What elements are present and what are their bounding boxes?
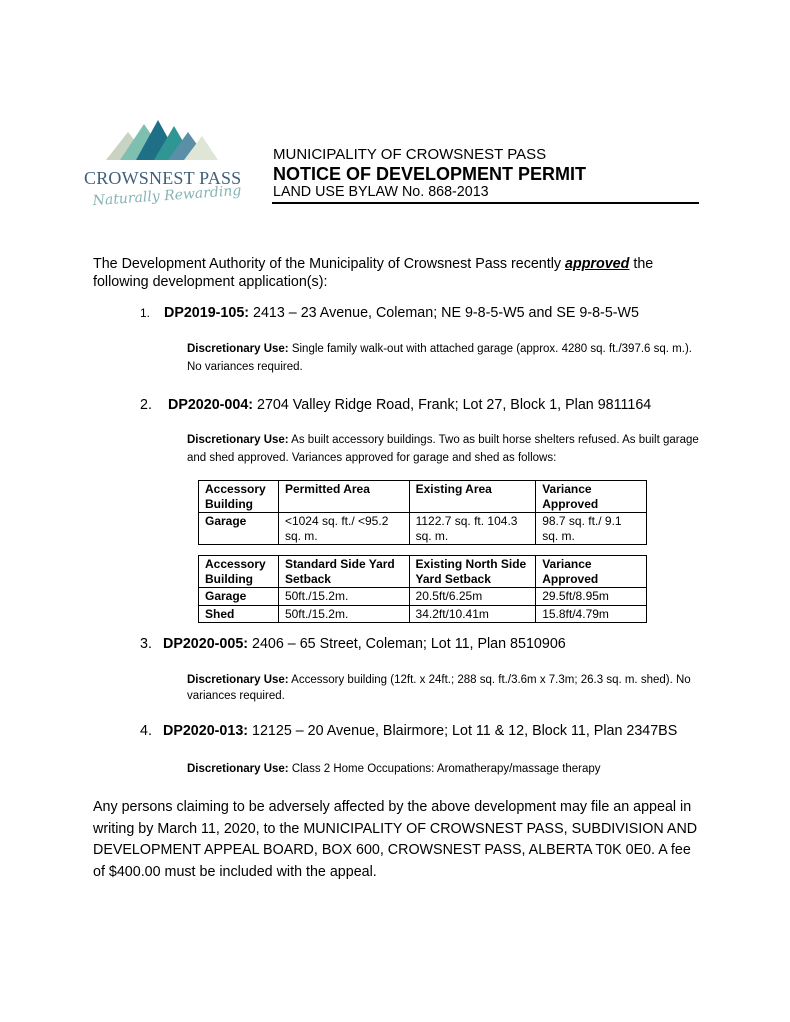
table-cell: Garage [199, 588, 279, 606]
table-header: Existing North Side Yard Setback [409, 556, 536, 588]
permit-location: 2704 Valley Ridge Road, Frank; Lot 27, Block 1, Plan 9811164 [253, 397, 652, 413]
intro-paragraph [93, 255, 693, 291]
table-cell: 50ft./15.2m. [278, 605, 409, 623]
table-header: Existing Area [409, 481, 536, 513]
intro-emphasis: approved [565, 256, 630, 272]
permit-id: DP2020-004: [168, 397, 254, 413]
use-label: Discretionary Use: [187, 674, 289, 686]
use-text: Class 2 Home Occupations: Aromatherapy/massage therapy [288, 763, 601, 775]
table-header: Variance Approved [536, 556, 647, 588]
table-cell: 15.8ft/4.79m [536, 605, 647, 623]
table-cell: 20.5ft/6.25m [409, 588, 536, 606]
permit-id: DP2020-013: [163, 723, 249, 739]
mountain-logo-icon [106, 118, 218, 164]
table-row [199, 513, 647, 545]
application-item-2 [140, 397, 651, 413]
application-item-4 [140, 723, 677, 739]
table-cell: <1024 sq. ft./ <95.2 sq. m. [278, 513, 409, 545]
table-header: Permitted Area [278, 481, 409, 513]
item-number: 1. [140, 306, 151, 320]
application-description-3 [187, 672, 702, 704]
use-label: Discretionary Use: [187, 343, 289, 355]
permit-location: 2413 – 23 Avenue, Coleman; NE 9-8-5-W5 and SE 9-8-5-W5 [249, 305, 639, 321]
table-cell: 50ft./15.2m. [278, 588, 409, 606]
application-item-3 [140, 636, 566, 652]
intro-text-end: the following development application(s): [93, 256, 654, 290]
use-label: Discretionary Use: [187, 434, 289, 446]
table-row [199, 588, 647, 606]
header-divider [272, 202, 699, 204]
item-number: 4. [140, 723, 152, 739]
variance-setback-table [198, 555, 647, 623]
variance-area-table [198, 480, 647, 545]
permit-id: DP2020-005: [163, 636, 249, 652]
header-bylaw: LAND USE BYLAW No. 868-2013 [273, 184, 489, 200]
table-cell: 34.2ft/10.41m [409, 605, 536, 623]
page-title: NOTICE OF DEVELOPMENT PERMIT [273, 164, 587, 184]
application-description-1 [187, 340, 697, 376]
use-text: As built accessory buildings. Two as built horse shelters refused. As built garage and shed approved. Variances approved for garage and shed as follows: [187, 434, 699, 464]
intro-text: The Development Authority of the Municipality of Crowsnest Pass recently [93, 256, 566, 272]
logo-tagline: Naturally Rewarding [92, 182, 242, 210]
table-row [199, 605, 647, 623]
table-cell: Shed [199, 605, 279, 623]
item-number: 3. [140, 636, 152, 652]
use-text: Single family walk-out with attached garage (approx. 4280 sq. ft./397.6 sq. m.). No variances required. [187, 343, 692, 373]
table-cell: 29.5ft/8.95m [536, 588, 647, 606]
application-description-2 [187, 431, 702, 467]
header-municipality: MUNICIPALITY OF CROWSNEST PASS [273, 146, 547, 163]
municipality-logo [84, 118, 240, 218]
table-header: Accessory Building [199, 481, 279, 513]
table-header: Standard Side Yard Setback [278, 556, 409, 588]
item-number: 2. [140, 397, 152, 413]
table-cell: 98.7 sq. ft./ 9.1 sq. m. [536, 513, 647, 545]
table-cell: Garage [199, 513, 279, 545]
table-header-row [199, 556, 647, 588]
use-text: Accessory building (12ft. x 24ft.; 288 sq. ft./3.6m x 7.3m; 26.3 sq. m. shed). No variances required. [187, 674, 691, 702]
logo-wordmark: CROWSNEST PASS [84, 168, 242, 188]
use-label: Discretionary Use: [187, 763, 289, 775]
table-cell: 1122.7 sq. ft. 104.3 sq. m. [409, 513, 536, 545]
application-item-1 [140, 305, 639, 321]
table-header: Variance Approved [536, 481, 647, 513]
application-description-4 [187, 760, 702, 778]
table-header: Accessory Building [199, 556, 279, 588]
appeal-notice: Any persons claiming to be adversely affected by the above development may file an appeal in writing by March 11, 2020, to the MUNICIPALITY OF CROWSNEST PASS, SUBDIVISION AND DEVELOPMENT APPEAL BOARD, BOX 600, CROWSNEST PASS, ALBERTA T0K 0E0. A fee of $400.00 must be included with the appeal. [93, 799, 698, 880]
permit-id: DP2019-105: [164, 305, 250, 321]
permit-location: 2406 – 65 Street, Coleman; Lot 11, Plan 8510906 [248, 636, 566, 652]
table-header-row [199, 481, 647, 513]
permit-location: 12125 – 20 Avenue, Blairmore; Lot 11 & 12, Block 11, Plan 2347BS [248, 723, 678, 739]
